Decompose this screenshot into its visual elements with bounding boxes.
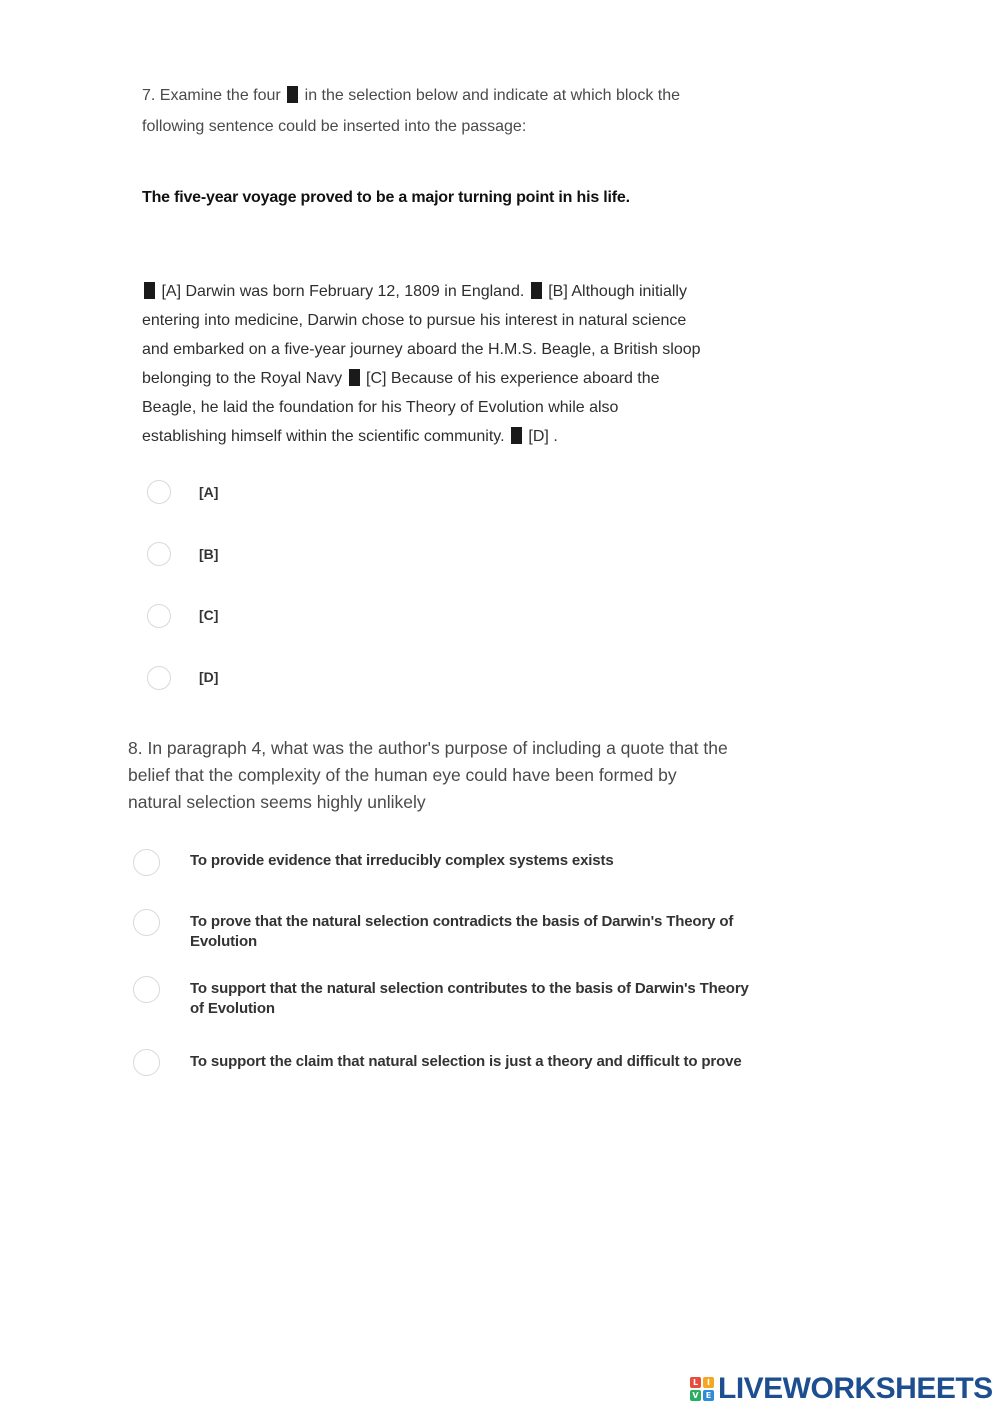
q8-option-2-text: To prove that the natural selection contradicts the basis of Darwin's Theory of <box>190 913 734 930</box>
passage-b: [B] Although initially <box>548 283 687 300</box>
block-marker-icon <box>287 86 298 103</box>
reading-passage <box>142 277 742 451</box>
block-marker-icon <box>531 282 542 299</box>
q7-option-d-label[interactable]: [D] <box>199 669 219 685</box>
q8-option-1-label[interactable] <box>190 851 750 871</box>
q7-option-b-radio[interactable] <box>147 542 171 566</box>
question-7-prompt <box>142 80 742 142</box>
q7-prompt-line2: following sentence could be inserted into the passage: <box>142 118 527 135</box>
passage-d: [D] . <box>528 428 558 445</box>
q8-prompt-line: natural selection seems highly unlikely <box>128 792 426 812</box>
block-marker-icon <box>349 369 360 386</box>
q7-prompt-start: 7. Examine the four <box>142 87 281 104</box>
q8-option-1-text: To provide evidence that irreducibly complex systems exists <box>190 852 614 869</box>
q8-option-4-radio[interactable] <box>133 1049 160 1076</box>
brand-name: LIVEWORKSHEETS <box>718 1372 993 1405</box>
logo-tile: I <box>703 1377 714 1388</box>
q7-option-a-radio[interactable] <box>147 480 171 504</box>
q8-prompt-line: belief that the complexity of the human eye could have been formed by <box>128 765 677 785</box>
q8-option-3-label[interactable] <box>190 979 750 1019</box>
passage-a: [A] Darwin was born February 12, 1809 in England. <box>161 283 525 300</box>
q8-option-2-label[interactable] <box>190 912 750 952</box>
passage-line-6: establishing himself within the scientific community. <box>142 428 505 445</box>
block-marker-icon <box>511 427 522 444</box>
liveworksheets-logo <box>690 1372 993 1406</box>
q7-prompt-end: in the selection below and indicate at which block the <box>304 87 680 104</box>
q7-option-d-radio[interactable] <box>147 666 171 690</box>
q7-option-c-radio[interactable] <box>147 604 171 628</box>
q8-option-3-text: To support that the natural selection contributes to the basis of Darwin's Theory <box>190 980 749 997</box>
q8-prompt-line: 8. In paragraph 4, what was the author's purpose of including a quote that the <box>128 738 728 758</box>
q8-option-2-text-cont: Evolution <box>190 933 257 950</box>
q8-option-1-radio[interactable] <box>133 849 160 876</box>
passage-c: [C] Because of his experience aboard the <box>366 370 660 387</box>
logo-tile: E <box>703 1390 714 1401</box>
q8-option-3-radio[interactable] <box>133 976 160 1003</box>
q8-option-3-text-cont: of Evolution <box>190 1000 275 1017</box>
logo-tile: L <box>690 1377 701 1388</box>
q8-option-2-radio[interactable] <box>133 909 160 936</box>
question-8-prompt <box>128 735 758 816</box>
passage-line-4: belonging to the Royal Navy <box>142 370 343 387</box>
passage-line-5: Beagle, he laid the foundation for his Theory of Evolution while also <box>142 399 619 416</box>
q8-option-4-label[interactable] <box>190 1052 750 1072</box>
q7-option-c-label[interactable]: [C] <box>199 607 219 623</box>
q8-option-4-text: To support the claim that natural selection is just a theory and difficult to prove <box>190 1053 742 1070</box>
liveworksheets-mark-icon <box>690 1377 714 1401</box>
q7-option-b-label[interactable]: [B] <box>199 546 219 562</box>
block-marker-icon <box>144 282 155 299</box>
q7-option-a-label[interactable]: [A] <box>199 484 219 500</box>
passage-line-2: entering into medicine, Darwin chose to pursue his interest in natural science <box>142 312 687 329</box>
target-sentence: The five-year voyage proved to be a major turning point in his life. <box>142 189 630 206</box>
logo-tile: V <box>690 1390 701 1401</box>
passage-line-3: and embarked on a five-year journey aboard the H.M.S. Beagle, a British sloop <box>142 341 701 358</box>
